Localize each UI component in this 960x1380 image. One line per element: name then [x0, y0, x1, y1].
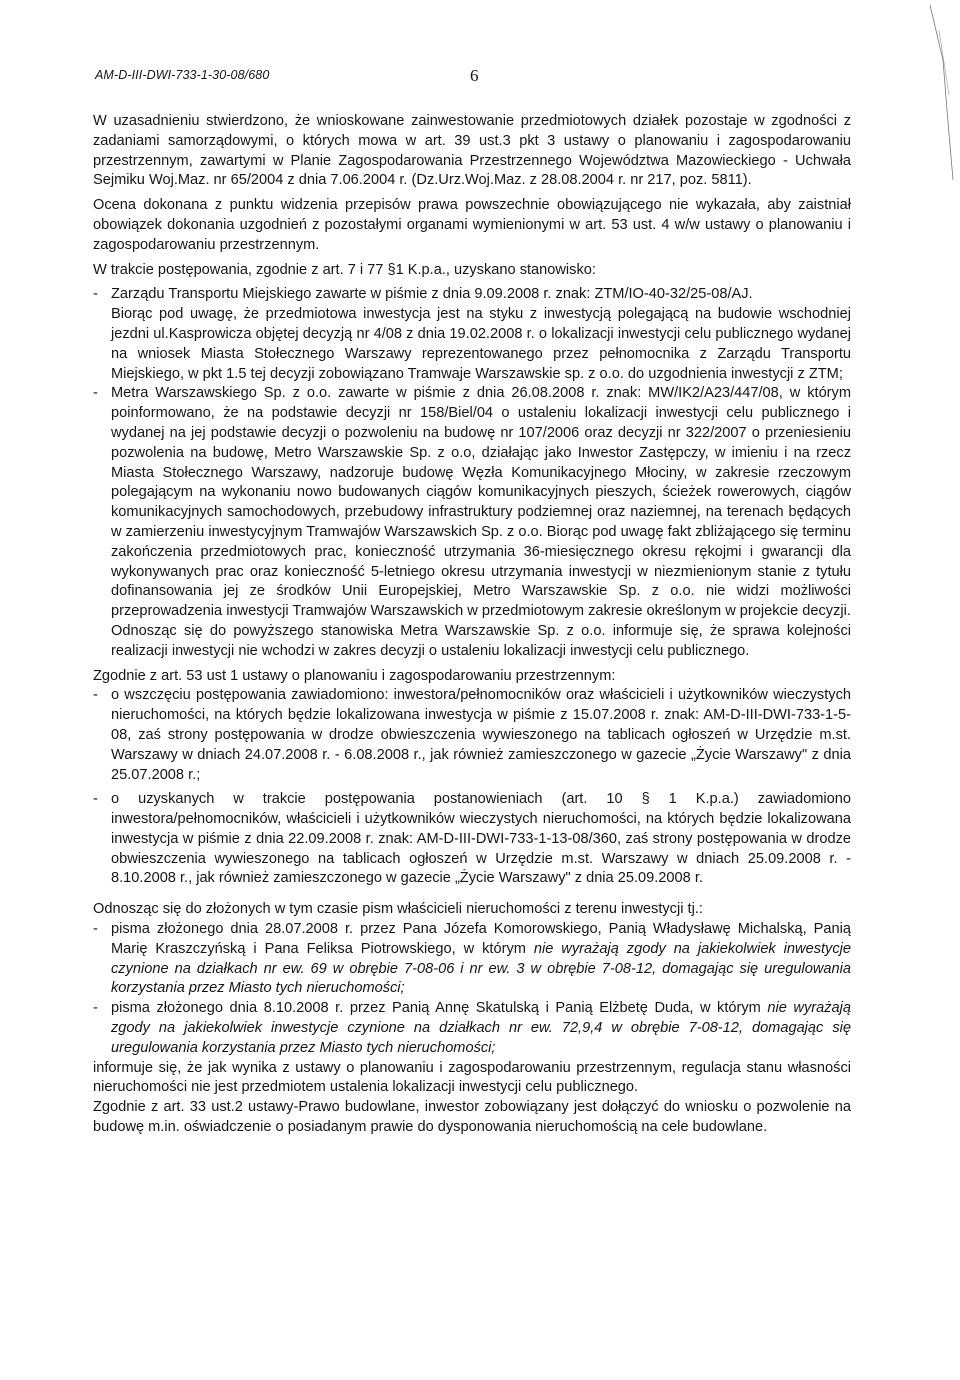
- page-number: 6: [470, 66, 479, 85]
- paragraph-ownership-response: informuje się, że jak wynika z ustawy o planowaniu i zagospodarowaniu przestrzennym, regulacja stanu własności nieruchomości nie jest przedmiotem ustalenia lokalizacji inwestycji celu publicznego.: [93, 1059, 851, 1096]
- scan-edge-mark: [925, 0, 960, 190]
- document-body: [93, 112, 851, 1138]
- letter-objection: nie wyrażają zgody na jakiekolwiek inwestycje czynione na działkach nr ew. 69 w obrębie 7-08-06 i nr ew. 3 w obrębie 7-08-12, domagając się uregulowania korzystania przez Miasto tych nieruchomości;: [111, 940, 851, 997]
- list-item-notification-decisions: [93, 790, 851, 889]
- letter-description: pisma złożonego dnia 28.07.2008 r. przez Pana Józefa Komorowskiego, Panią Władysławę Michalską, Panią Marię Kraszczyńską i Pana Feliksa Piotrowskiego, w którym: [111, 921, 851, 957]
- list-item-text: Metra Warszawskiego Sp. z o.o. zawarte w piśmie z dnia 26.08.2008 r. znak: MW/IK2/A23/447/08, w którym poinformowano, że na podstawie decyzji nr 158/Biel/04 o ustaleniu lokalizacji inwestycji celu publicznego i wydanej na jej podstawie decyzji o pozwoleniu na budowę nr 107/2006 oraz decyzji nr 322/2007 o przeniesieniu pozwolenia na budowę, Metro Warszawskie Sp. z o.o, działając jako Inwestor Zastępczy, w imieniu i na rzecz Miasta Stołecznego Warszawy, nadzoruje budowę Węzła Komunikacyjnego Młociny, w zakresie rzeczowym polegającym na wykonaniu nowo budowanych ciągów komunikacyjnych pieszych, ścieżek rowerowych, ciągów komunikacyjnych samochodowych, przebudowy infrastruktury podziemnej oraz naziemnej, na terenach będących w zamierzeniu inwestycyjnym Tramwajów Warszawskich Sp. z o.o. Biorąc pod uwagę fakt zbliżającego się terminu zakończenia przedmiotowych prac, konieczność utrzymania 36-miesięcznego okresu rękojmi i gwarancji dla wykonywanych prac oraz konieczność 5-letniego okresu utrzymania inwestycji w niezmienionym stanie z tytułu dofinansowania jej ze środków Unii Europejskiej, Metro Warszawskie Sp. z o.o. nie widzi możliwości przeprowadzenia inwestycji Tramwajów Warszawskich w przedmiotowym zakresie określonym w projekcie decyzji.: [111, 385, 851, 620]
- paragraph-justification: W uzasadnieniu stwierdzono, że wnioskowane zainwestowanie przedmiotowych działek pozostaje w zgodności z zadaniami samorządowymi, o których mowa w art. 39 ust.3 pkt 3 ustawy o planowaniu i zagospodarowaniu przestrzennym, zawartymi w Planie Zagospodarowania Przestrzennego Województwa Mazowieckiego - Uchwała Sejmiku Woj.Maz. nr 65/2004 z dnia 7.06.2004 r. (Dz.Urz.Woj.Maz. z 28.08.2004 r. nr 217, poz. 5811).: [93, 113, 851, 189]
- list-item-text: o uzyskanych w trakcie postępowania postanowieniach (art. 10 § 1 K.p.a.) zawiadomiono inwestora/pełnomocników, właścicieli i użytkowników wieczystych nieruchomości, na których będzie lokalizowana inwestycja w piśmie z dnia 22.09.2008 r. znak: AM-D-III-DWI-733-1-13-08/360, zaś strony postępowania w drodze obwieszczenia wywieszonego na tablicach ogłoszeń w Urzędzie m.st. Warszawy w dniach 25.09.2008 r. - 8.10.2008 r., jak również zamieszczonego w gazecie „Życie Warszawy" z dnia 25.09.2008 r.: [111, 791, 851, 887]
- list-dash: -: [93, 687, 98, 704]
- list-dash: -: [93, 286, 98, 303]
- list-item-ztm-position: [93, 285, 851, 305]
- list-dash: -: [93, 921, 98, 938]
- paragraph-building-law: Zgodnie z art. 33 ust.2 ustawy-Prawo budowlane, inwestor zobowiązany jest dołączyć do wniosku o pozwolenie na budowę m.in. oświadczenie o posiadanym prawie do dysponowania nieruchomością na cele budowlane.: [93, 1099, 851, 1136]
- list-dash: -: [93, 791, 98, 808]
- list-item-letter-komorowski: [93, 920, 851, 999]
- list-item-notification-initiation: [93, 686, 851, 785]
- document-reference-code: AM-D-III-DWI-733-1-30-08/680: [95, 68, 270, 82]
- paragraph-metro-response: Odnosząc się do powyższego stanowiska Metra Warszawskie Sp. z o.o. informuje się, że sprawa kolejności realizacji inwestycji nie wchodzi w zakres decyzji o ustaleniu lokalizacji inwestycji celu publicznego.: [111, 622, 851, 659]
- paragraph-ztm-continuation: Biorąc pod uwagę, że przedmiotowa inwestycja jest na styku z inwestycją polegającą na budowie wschodniej jezdni ul.Kasprowicza objętej decyzją nr 4/08 z dnia 19.02.2008 r. o lokalizacji inwestycji celu publicznego wydanej na wniosek Miasta Stołecznego Warszawy reprezentowanego przez pełnomocnika z Zarządu Transportu Miejskiego, w pkt 1.5 tej decyzji zobowiązano Tramwaje Warszawskie sp. z o.o. do uzgodnienia inwestycji z ZTM;: [111, 306, 851, 382]
- list-item-text: [111, 999, 851, 1058]
- letter-description: pisma złożonego dnia 8.10.2008 r. przez Panią Annę Skatulską i Panią Elżbetę Duda, w którym: [111, 1000, 761, 1017]
- list-item-text: o wszczęciu postępowania zawiadomiono: inwestora/pełnomocników oraz właścicieli i użytkowników wieczystych nieruchomości, na których będzie lokalizowana inwestycja w piśmie z 15.07.2008 r. znak: AM-D-III-DWI-733-1-5-08, zaś strony postępowania w drodze obwieszczenia wywieszonego na tablicach ogłoszeń w Urzędzie m.st. Warszawy w dniach 24.07.2008 r. - 6.08.2008 r., jak również zamieszczonego w gazecie „Życie Warszawy" z dnia 25.07.2008 r.;: [111, 687, 851, 783]
- list-dash: -: [93, 1000, 98, 1017]
- list-item-letter-skatulska: [93, 999, 851, 1058]
- paragraph-owner-letters-intro: Odnosząc się do złożonych w tym czasie pism właścicieli nieruchomości z terenu inwestycji tj.:: [93, 901, 703, 918]
- paragraph-art53-intro: Zgodnie z art. 53 ust 1 ustawy o planowaniu i zagospodarowaniu przestrzennym:: [93, 667, 616, 684]
- list-dash: -: [93, 385, 98, 402]
- letter-objection: nie wyrażają zgody na jakiekolwiek inwestycje czynione na działkach nr ew. 72,9,4 w obrębie 7-08-12, domagając się uregulowania korzystania przez Miasto tych nieruchomości;: [111, 1000, 851, 1056]
- list-item-metro-position: [93, 384, 851, 622]
- paragraph-assessment: Ocena dokonana z punktu widzenia przepisów prawa powszechnie obowiązującego nie wykazała, aby zaistniał obowiązek dokonania uzgodnień z pozostałymi organami wymienionymi w art. 53 ust. 4 w/w ustawy o planowaniu i zagospodarowaniu przestrzennym.: [93, 197, 851, 253]
- list-item-text: Zarządu Transportu Miejskiego zawarte w piśmie z dnia 9.09.2008 r. znak: ZTM/IO-40-32/25-08/AJ.: [111, 286, 753, 303]
- paragraph-positions-intro: W trakcie postępowania, zgodnie z art. 7 i 77 §1 K.p.a., uzyskano stanowisko:: [93, 261, 596, 278]
- list-item-text: [111, 920, 851, 999]
